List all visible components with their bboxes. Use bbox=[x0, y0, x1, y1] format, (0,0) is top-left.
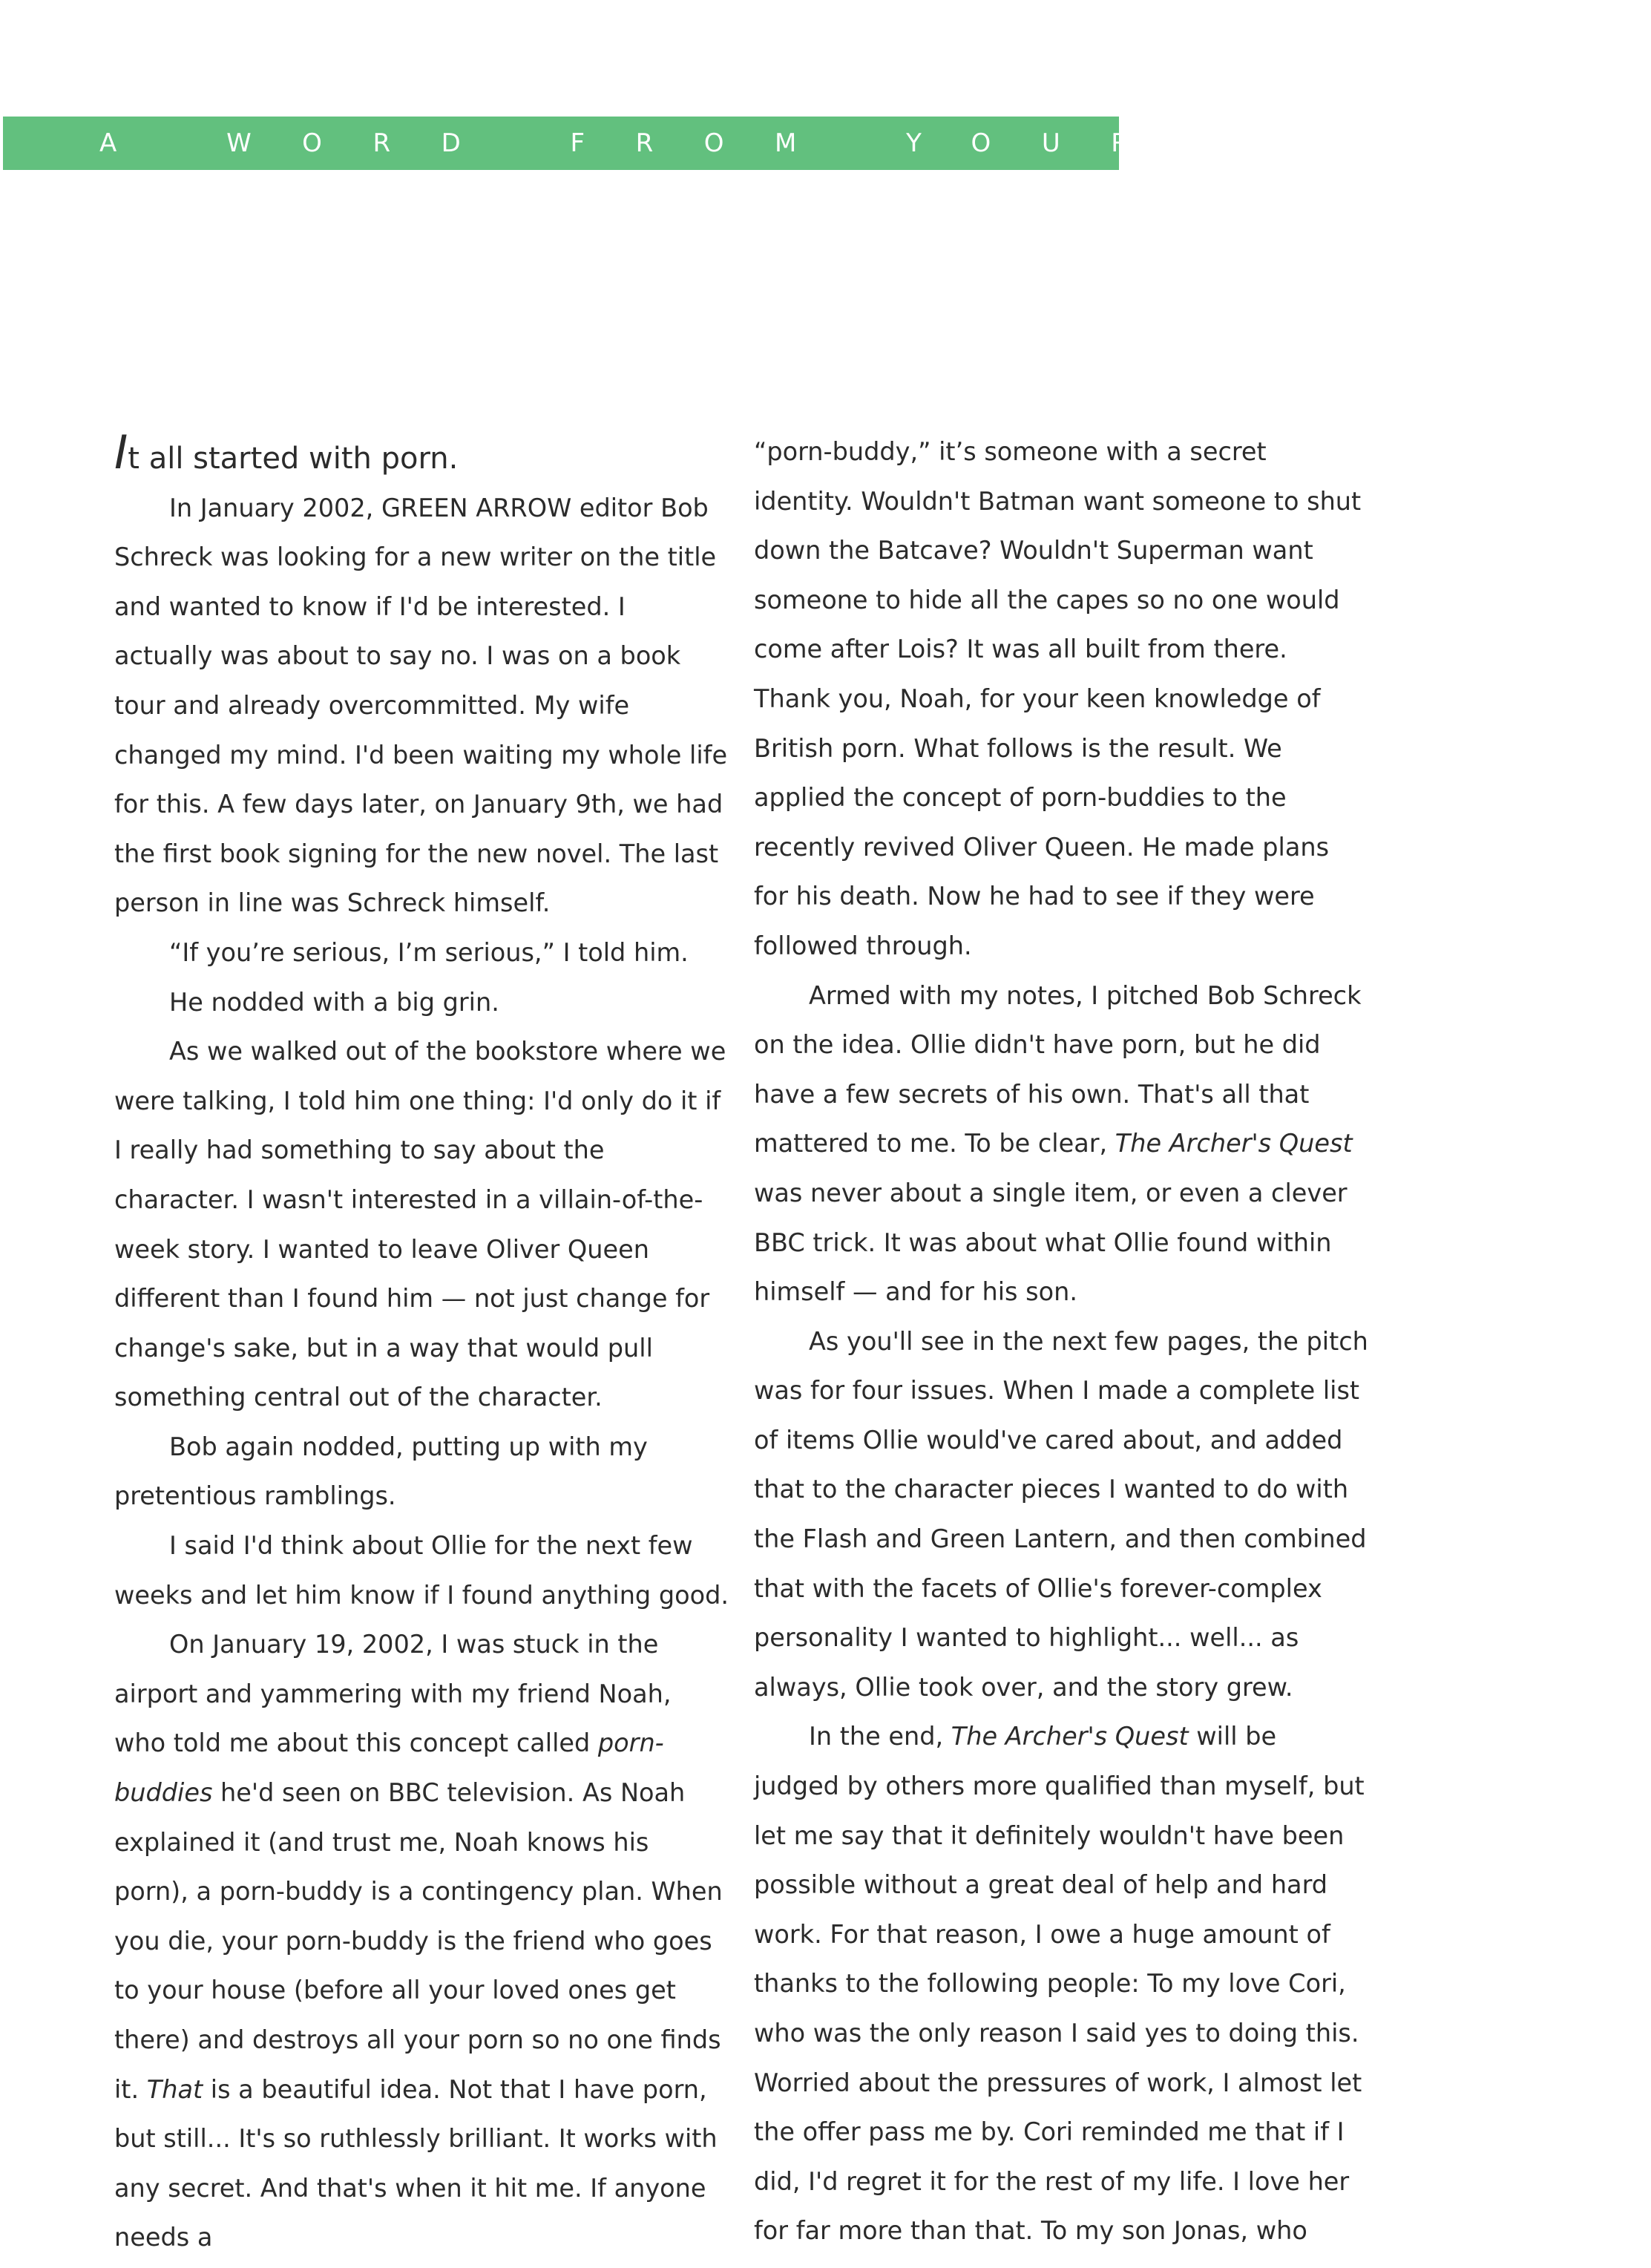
paragraph bbox=[114, 1620, 729, 2263]
section-header-title: A WORD FROM YOUR AUTHOR bbox=[99, 128, 1651, 158]
opening-line-text: t all started with porn. bbox=[128, 442, 459, 476]
text-column-right bbox=[754, 427, 1368, 2256]
paragraph: “porn-buddy,” it’s someone with a secret identity. Wouldn't Batman want someone to shut down the Batcave? Wouldn't Superman want someone to hide all the capes so no one would come after Lois? It was all built from there. Thank you, Noah, for your keen knowledge of British porn. What follows is the result. We applied the concept of porn-buddies to the recently revived Oliver Queen. He made plans for his death. Now he had to see if they were followed through. bbox=[754, 437, 1362, 960]
section-header-bar bbox=[3, 117, 1651, 170]
paragraph: I said I'd think about Ollie for the next few weeks and let him know if I found anything good. bbox=[114, 1531, 729, 1610]
paragraph-text: is a beautiful idea. Not that I have porn, but still... It's so ruthlessly brilliant. It works with any secret. And that's when it hit me. If anyone needs a bbox=[114, 2074, 718, 2252]
paragraph-text: he'd seen on BBC television. As Noah explained it (and trust me, Noah knows his porn), a porn-buddy is a contingency plan. When you die, your porn-buddy is the friend who goes to your house (before all your loved ones get there) and destroys all your porn so no one finds it. bbox=[114, 1778, 723, 2104]
paragraph: As we walked out of the bookstore where we were talking, I told him one thing: I'd only do it if I really had something to say about the character. I wasn't interested in a villain-of-the-week story. I wanted to leave Oliver Queen different than I found him — not just change for change's sake, but in a way that would pull something central out of the character. bbox=[114, 1037, 726, 1412]
paragraph: Bob again nodded, putting up with my pretentious ramblings. bbox=[114, 1432, 648, 1511]
paragraph: He nodded with a big grin. bbox=[169, 987, 499, 1017]
paragraph bbox=[754, 1712, 1368, 2256]
drop-cap: I bbox=[114, 425, 128, 479]
paragraph-text: was never about a single item, or even a clever BBC trick. It was about what Ollie found within himself — and for his son. bbox=[754, 1178, 1348, 1307]
paragraph: In January 2002, GREEN ARROW editor Bob Schreck was looking for a new writer on the title and wanted to know if I'd be interested. I actually was about to say no. I was on a book tour and already overcommitted. My wife changed my mind. I'd been waiting my whole life for this. A few days later, on January 9th, we had the first book signing for the new novel. The last person in line was Schreck himself. bbox=[114, 493, 728, 918]
italic-title: The Archer's Quest bbox=[951, 1722, 1189, 1751]
paragraph-text: On January 19, 2002, I was stuck in the airport and yammering with my friend Noah, who told me about this concept called bbox=[114, 1630, 672, 1758]
paragraph: “If you’re serious, I’m serious,” I told him. bbox=[169, 937, 689, 967]
italic-term: That bbox=[146, 2074, 203, 2104]
italic-term: porn-buddies bbox=[114, 1728, 664, 1808]
paragraph-text: In the end, bbox=[809, 1722, 951, 1751]
text-column-left bbox=[114, 425, 729, 2263]
paragraph bbox=[754, 971, 1368, 1317]
paragraph-text: Armed with my notes, I pitched Bob Schreck on the idea. Ollie didn't have porn, but he did have a few secrets of his own. That's all that mattered to me. To be clear, bbox=[754, 980, 1362, 1158]
italic-title: The Archer's Quest bbox=[1115, 1129, 1353, 1158]
opening-line bbox=[114, 425, 729, 484]
paragraph-text: will be judged by others more qualified than myself, but let me say that it definitely wouldn't have been possible without a great deal of help and hard work. For that reason, I owe a huge amount of thanks to the following people: To my love Cori, who was the only reason I said yes to doing this. Worried about the pressures of work, I almost let the offer pass me by. Cori reminded me that if I did, I'd regret it for the rest of my life. I love her for far more than that. To my son Jonas, who bbox=[754, 1722, 1365, 2246]
paragraph: As you'll see in the next few pages, the pitch was for four issues. When I made a complete list of items Ollie would've cared about, and added that to the character pieces I wanted to do with the Flash and Green Lantern, and then combined that with the facets of Ollie's forever-complex personality I wanted to highlight... well... as always, Ollie took over, and the story grew. bbox=[754, 1326, 1368, 1702]
